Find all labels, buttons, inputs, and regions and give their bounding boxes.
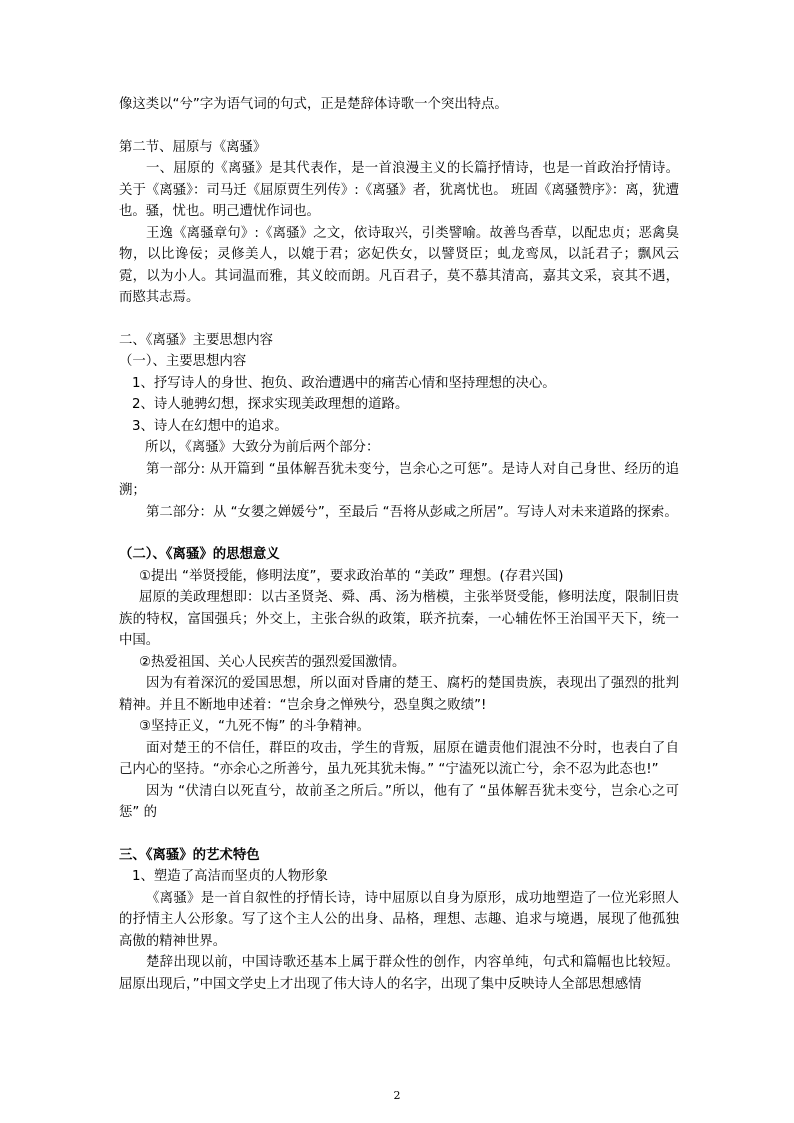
list-item: 2、诗人驰骋幻想，探求实现美政理想的道路。	[132, 397, 409, 412]
paragraph: 因为有着深沉的爱国思想，所以面对昏庸的楚王、腐朽的楚国贵族，表现出了强烈的批判精神。并且不断地申述着：“岂余身之惮殃兮，恐皇舆之败绩”!	[119, 676, 679, 713]
paragraph: 第二部分：从 “女嬃之婵媛兮”，至最后 “吾将从彭咸之所居”。写诗人对未来道路的探索。	[146, 504, 678, 520]
paragraph: 楚辞出现以前，中国诗歌还基本上属于群众性的创作，内容单纯，句式和篇幅也比较短。屈原出现后，”中国文学史上才出现了伟大诗人的名字，出现了集中反映诗人全部思想感情	[119, 955, 679, 992]
paragraph: 王逸《离骚章句》:《离骚》之文，依诗取兴，引类譬喻。故善鸟香草，以配忠贞；恶禽臭物，以比谗佞；灵修美人，以媲于君；宓妃佚女，以譬贤臣；虬龙鸾凤，以託君子；飘风云霓，以为小人。其词温而雅，其义皎而朗。凡百君子，莫不慕其清高，嘉其文采，哀其不遇，而愍其志焉。	[119, 225, 679, 305]
subsection-heading: （一）、主要思想内容	[119, 354, 247, 369]
paragraph: 所以，《离骚》大致分为前后两个部分：	[145, 440, 380, 455]
subsection-heading: （二）、《离骚》的思想意义	[119, 547, 280, 562]
section-heading: 二、《离骚》主要思想内容	[119, 332, 273, 348]
paragraph: 像这类以“兮”字为语气词的句式，正是楚辞体诗歌一个突出特点。	[119, 97, 508, 112]
list-item: 3、诗人在幻想中的追求。	[132, 418, 288, 434]
section-heading: 三、《离骚》的艺术特色	[119, 847, 260, 863]
paragraph: 一、屈原的《离骚》是其代表作，是一首浪漫主义的长篇抒情诗，也是一首政治抒情诗。关于《离骚》：司马迁《屈原贾生列传》:《离骚》者，犹离忧也。 班固《离骚赞序》：离，犹遭也。骚，忧也。明己遭忧作词也。	[119, 161, 679, 219]
paragraph: 第一部分: 从开篇到 “虽体解吾犹未变兮，岂余心之可惩”。是诗人对自己身世、经历的追溯；	[119, 461, 679, 498]
section-heading: 第二节、屈原与《离骚》	[119, 139, 267, 155]
list-item: 1、塑造了高洁而坚贞的人物形象	[132, 869, 328, 884]
document-body	[119, 94, 679, 995]
paragraph: 面对楚王的不信任，群臣的攻击，学生的背叛，屈原在谴责他们混浊不分时，也表白了自己内心的坚持。“亦余心之所善兮，虽九死其犹未悔。” “宁溘死以流亡兮，余不忍为此态也!”	[119, 740, 679, 777]
list-item: ②热爱祖国、关心人民疾苦的强烈爱国激情。	[139, 654, 406, 670]
page-number: 2	[393, 1089, 401, 1102]
paragraph: 因为 “伏清白以死直兮，故前圣之所后。”所以，他有了 “虽体解吾犹未变兮，岂余心之可惩” 的	[119, 783, 679, 820]
list-item: 1、抒写诗人的身世、抱负、政治遭遇中的痛苦心情和坚持理想的决心。	[132, 375, 556, 391]
list-item: ③坚持正义，“九死不悔” 的斗争精神。	[139, 719, 370, 734]
paragraph: 屈原的美政理想即：以古圣贤尧、舜、禹、汤为楷模，主张举贤受能，修明法度，限制旧贵族的特权，富国强兵；外交上，主张合纵的政策，联齐抗秦，一心辅佐怀王治国平天下，统一中国。	[119, 590, 679, 648]
list-item: ①提出 “举贤授能，修明法度”，要求政治革的 “美政” 理想。(存君兴国)	[139, 568, 564, 584]
paragraph: 《离骚》是一首自叙性的抒情长诗，诗中屈原以自身为原形，成功地塑造了一位光彩照人的抒情主人公形象。写了这个主人公的出身、品格，理想、志趣、追求与境遇，展现了他孤独高傲的精神世界。	[119, 890, 679, 949]
